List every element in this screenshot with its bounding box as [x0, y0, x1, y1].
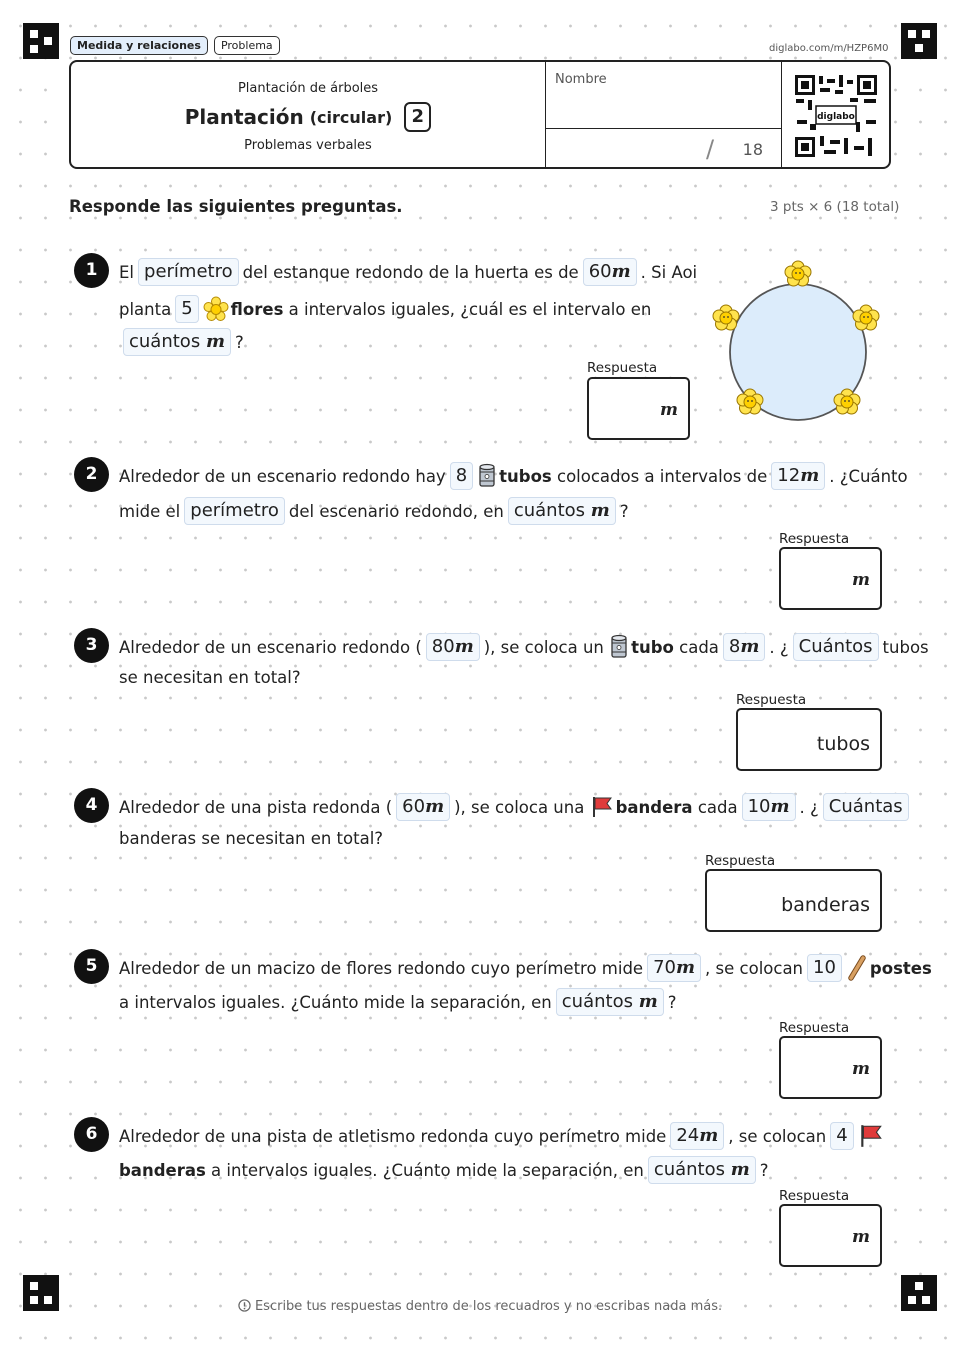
- answer-unit: banderas: [781, 894, 870, 916]
- q5-line-2: [119, 988, 677, 1016]
- q2-value-box: [771, 462, 825, 490]
- q4-line-2: [119, 829, 383, 848]
- q6-text: , se colocan: [728, 1126, 827, 1146]
- q3-interval: 8: [728, 636, 741, 657]
- q1-line-3: [119, 328, 244, 356]
- answer-unit: m: [660, 400, 678, 420]
- q6-text: Alrededor de una pista de atletismo redonda cuyo perímetro mide: [119, 1126, 667, 1146]
- answer-box-5[interactable]: [779, 1036, 882, 1099]
- q2-line-2: [119, 497, 629, 525]
- q2-text: mide el: [119, 501, 181, 521]
- q6-unit: m: [730, 1159, 750, 1180]
- flag-icon: [590, 795, 614, 819]
- tag-bar: [70, 36, 280, 55]
- q4-text: Alrededor de una pista redonda (: [119, 797, 393, 817]
- answer-label: Respuesta: [705, 853, 776, 869]
- q5-count-box: 10: [807, 954, 842, 982]
- q3-text: tubos: [882, 637, 929, 657]
- q2-object: tubos: [499, 466, 552, 486]
- question-number-5: 5: [74, 949, 109, 984]
- student-info: [545, 62, 782, 167]
- q1-line-1: [119, 258, 697, 286]
- name-label: Nombre: [555, 72, 607, 87]
- score-total: 18: [742, 140, 763, 159]
- q2-unit: m: [800, 465, 820, 486]
- q2-text: colocados a intervalos de: [557, 466, 768, 486]
- q5-unit-question-box: [556, 988, 664, 1016]
- q2-value: 12: [777, 465, 801, 486]
- q2-unit: m: [590, 500, 610, 521]
- q3-how-many-box: Cuántos: [793, 633, 879, 661]
- q5-how-many: cuántos: [561, 991, 633, 1012]
- question-number-4: 4: [74, 788, 109, 823]
- answer-box-4[interactable]: [705, 869, 882, 932]
- q1-text: planta: [119, 299, 172, 319]
- category-tag: Medida y relaciones: [70, 36, 208, 55]
- title-block: [71, 62, 545, 167]
- q1-unit: m: [611, 261, 631, 282]
- question-number-1: 1: [74, 253, 109, 288]
- q1-unit: m: [205, 331, 225, 352]
- flower-icon: [203, 296, 229, 322]
- answer-unit: m: [852, 570, 870, 590]
- answer-box-2[interactable]: [779, 547, 882, 610]
- answer-box-3[interactable]: [736, 708, 882, 771]
- footer-text: Escribe tus respuestas dentro de los recuadros y no escribas nada más.: [254, 1299, 723, 1314]
- q2-text: . ¿Cuánto: [829, 466, 908, 486]
- q5-text: , se colocan: [705, 958, 804, 978]
- q4-object: bandera: [615, 797, 693, 817]
- q1-text: . Si Aoi: [640, 262, 698, 282]
- q6-line-1: [119, 1122, 886, 1150]
- tube-icon: [477, 463, 497, 489]
- q6-count-box: 4: [830, 1122, 853, 1150]
- q4-value-box: [396, 793, 450, 821]
- q6-text: ?: [759, 1160, 769, 1180]
- q5-unit: m: [676, 957, 696, 978]
- q3-text: . ¿: [769, 637, 789, 657]
- q2-keyword-box: perímetro: [184, 497, 285, 525]
- q3-line-2: [119, 668, 301, 687]
- q1-value: 60: [588, 261, 612, 282]
- q3-text: Alrededor de un escenario redondo (: [119, 637, 422, 657]
- worksheet-subtitle: Plantación de árboles: [237, 81, 379, 96]
- info-icon: [238, 1299, 251, 1312]
- q2-text: ?: [619, 501, 629, 521]
- instructions: Responde las siguientes preguntas.: [69, 197, 403, 216]
- q1-how-many: cuántos: [129, 331, 201, 352]
- q4-line-1: [119, 793, 913, 821]
- q3-text: se necesitan en total?: [119, 668, 301, 687]
- worksheet-title: [71, 102, 545, 132]
- answer-label: Respuesta: [779, 531, 850, 547]
- qr-label: diglabo: [817, 112, 855, 122]
- q1-value-box: [583, 258, 637, 286]
- q5-value-box: [647, 954, 701, 982]
- title-paren: (circular): [309, 107, 393, 127]
- q1-text: ?: [234, 332, 244, 352]
- q6-unit-question-box: [648, 1156, 756, 1184]
- q1-keyword-box: perímetro: [138, 258, 239, 286]
- q5-line-1: [119, 954, 932, 982]
- q3-text: cada: [679, 637, 719, 657]
- q1-text: a intervalos iguales, ¿cuál es el intervalo en: [288, 299, 652, 319]
- answer-label: Respuesta: [736, 692, 807, 708]
- q1-count-box: 5: [175, 295, 198, 323]
- pond-illustration: [708, 256, 888, 422]
- q4-unit: m: [770, 796, 790, 817]
- q3-unit: m: [454, 636, 474, 657]
- level-number: 2: [404, 102, 431, 132]
- q4-text: banderas se necesitan en total?: [119, 829, 384, 848]
- q3-interval-box: [723, 633, 766, 661]
- title-text: Plantación: [184, 105, 304, 129]
- q1-unit-question-box: [123, 328, 231, 356]
- answer-box-6[interactable]: [779, 1204, 882, 1267]
- flag-icon: [858, 1123, 884, 1149]
- q6-value-box: [670, 1122, 724, 1150]
- qr-code: [794, 74, 878, 158]
- q1-text: del estanque redondo de la huerta es de: [242, 262, 579, 282]
- q4-unit: m: [425, 796, 445, 817]
- q6-line-2: [119, 1156, 769, 1184]
- worksheet-url: diglabo.com/m/HZP6M0: [769, 43, 889, 54]
- q4-how-many-box: Cuántas: [823, 793, 909, 821]
- q3-text: ), se coloca un: [483, 637, 604, 657]
- q5-value: 70: [653, 957, 676, 978]
- answer-label: Respuesta: [779, 1020, 850, 1036]
- q1-object: flores: [230, 299, 284, 319]
- q2-how-many: cuántos: [513, 500, 586, 521]
- q4-text: ), se coloca una: [454, 797, 585, 817]
- q5-text: ?: [667, 992, 677, 1012]
- post-icon: [846, 955, 868, 981]
- q2-unit-question-box: [508, 497, 616, 525]
- q3-unit: m: [740, 636, 760, 657]
- q6-how-many: cuántos: [653, 1159, 726, 1180]
- question-number-2: 2: [74, 457, 109, 492]
- q5-object: postes: [869, 958, 932, 978]
- answer-box-1[interactable]: [587, 377, 690, 440]
- answer-label: Respuesta: [779, 1188, 850, 1204]
- answer-unit: tubos: [816, 733, 870, 755]
- name-field[interactable]: [546, 62, 781, 129]
- tube-icon: [609, 634, 629, 660]
- q2-text: Alrededor de un escenario redondo hay: [119, 466, 446, 486]
- q6-text: a intervalos iguales. ¿Cuánto mide la separación, en: [211, 1160, 644, 1180]
- score-slash: /: [706, 135, 715, 163]
- q4-interval: 10: [747, 796, 771, 817]
- q6-value: 24: [676, 1125, 700, 1146]
- footer-note: [0, 1299, 960, 1314]
- worksheet-category: Problemas verbales: [244, 138, 372, 153]
- q3-value: 80: [431, 636, 455, 657]
- question-number-6: 6: [74, 1117, 109, 1152]
- question-number-3: 3: [74, 628, 109, 663]
- q2-line-1: [119, 462, 908, 490]
- q5-text: a intervalos iguales. ¿Cuánto mide la separación, en: [119, 992, 552, 1012]
- q1-line-2: [119, 295, 651, 323]
- q3-object: tubo: [631, 637, 674, 657]
- q2-text: del escenario redondo, en: [288, 501, 504, 521]
- q3-line-1: [119, 633, 929, 661]
- points-info: 3 pts × 6 (18 total): [770, 199, 900, 215]
- q3-value-box: [426, 633, 480, 661]
- q4-value: 60: [402, 796, 426, 817]
- q4-text: cada: [697, 797, 738, 817]
- q2-count-box: 8: [450, 462, 473, 490]
- q4-interval-box: [742, 793, 796, 821]
- type-tag: Problema: [214, 36, 280, 55]
- corner-marker-top-right: [901, 23, 937, 59]
- answer-unit: m: [852, 1227, 870, 1247]
- q6-object: banderas: [119, 1160, 206, 1180]
- q6-unit: m: [699, 1125, 719, 1146]
- q5-unit: m: [638, 991, 658, 1012]
- q4-text: . ¿: [799, 797, 819, 817]
- corner-marker-top-left: [23, 23, 59, 59]
- answer-label: Respuesta: [587, 360, 658, 376]
- q1-text: El: [119, 262, 135, 282]
- q5-text: Alrededor de un macizo de flores redondo cuyo perímetro mide: [119, 958, 644, 978]
- answer-unit: m: [852, 1059, 870, 1079]
- worksheet-header: [69, 60, 891, 169]
